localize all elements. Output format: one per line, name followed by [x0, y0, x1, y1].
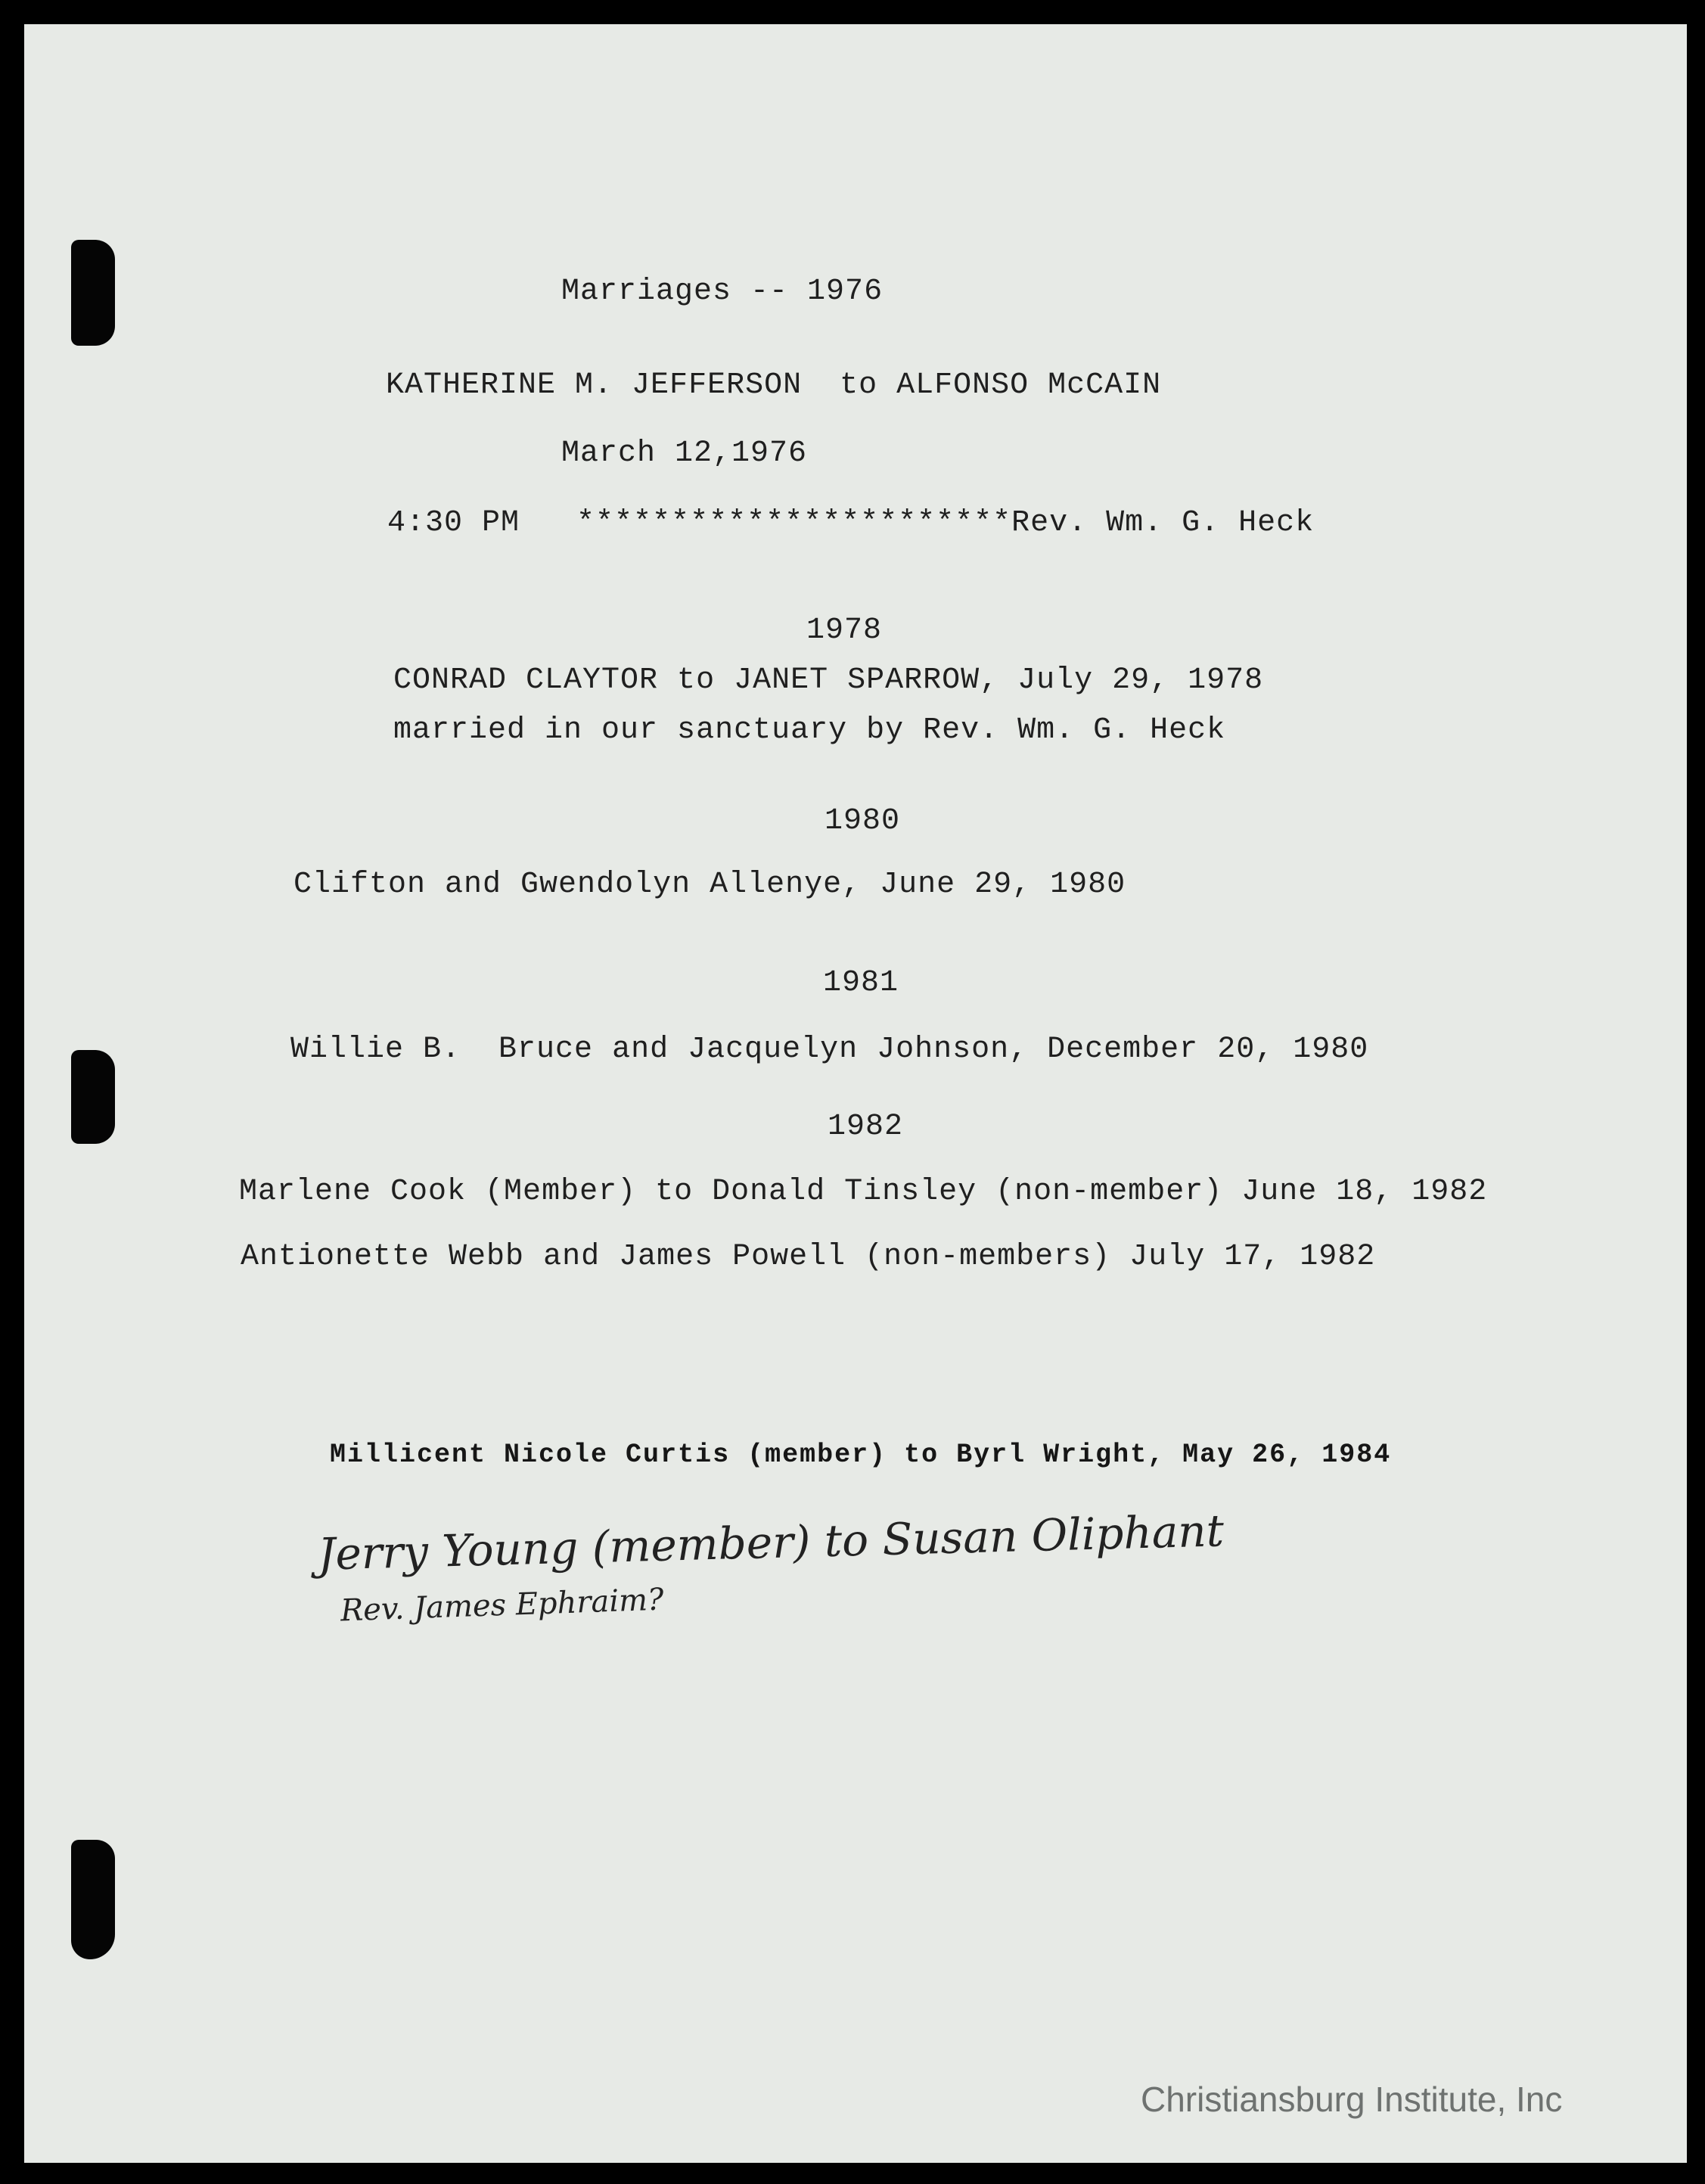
- entry-1981: Willie B. Bruce and Jacquelyn Johnson, December 20, 1980: [290, 1033, 1369, 1067]
- year-heading-1978: 1978: [806, 614, 883, 648]
- entry-1984: Millicent Nicole Curtis (member) to Byrl Wright, May 26, 1984: [330, 1440, 1392, 1470]
- archive-watermark: Christiansburg Institute, Inc: [1141, 2080, 1563, 2119]
- entry-1982-second: Antionette Webb and James Powell (non-members) July 17, 1982: [241, 1240, 1376, 1274]
- entry-1976-couple: KATHERINE M. JEFFERSON to ALFONSO McCAIN: [386, 368, 1162, 402]
- entry-1982-first: Marlene Cook (Member) to Donald Tinsley (non-member) June 18, 1982: [239, 1175, 1488, 1209]
- binder-hole-top: [71, 240, 115, 346]
- year-heading-1981: 1981: [823, 966, 899, 1000]
- binder-hole-middle: [71, 1050, 115, 1144]
- entry-1976-date: March 12,1976: [561, 436, 808, 471]
- handwritten-note-line-2: Rev. James Ephraim?: [340, 1582, 665, 1629]
- entry-1980: Clifton and Gwendolyn Allenye, June 29, 1980: [293, 868, 1126, 902]
- year-heading-1982: 1982: [828, 1110, 904, 1144]
- handwritten-note-line-1: Jerry Young (member) to Susan Oliphant: [317, 1505, 1225, 1580]
- entry-1978-note: married in our sanctuary by Rev. Wm. G. Heck: [393, 713, 1226, 747]
- year-heading-1980: 1980: [825, 804, 901, 838]
- document-page: [24, 24, 1687, 2163]
- binder-hole-bottom: [71, 1840, 115, 1959]
- entry-1976-time-officiant: 4:30 PM ***********************Rev. Wm. G. Heck: [387, 506, 1315, 540]
- document-title: Marriages -- 1976: [561, 275, 884, 309]
- entry-1978-couple: CONRAD CLAYTOR to JANET SPARROW, July 29, 1978: [393, 663, 1264, 697]
